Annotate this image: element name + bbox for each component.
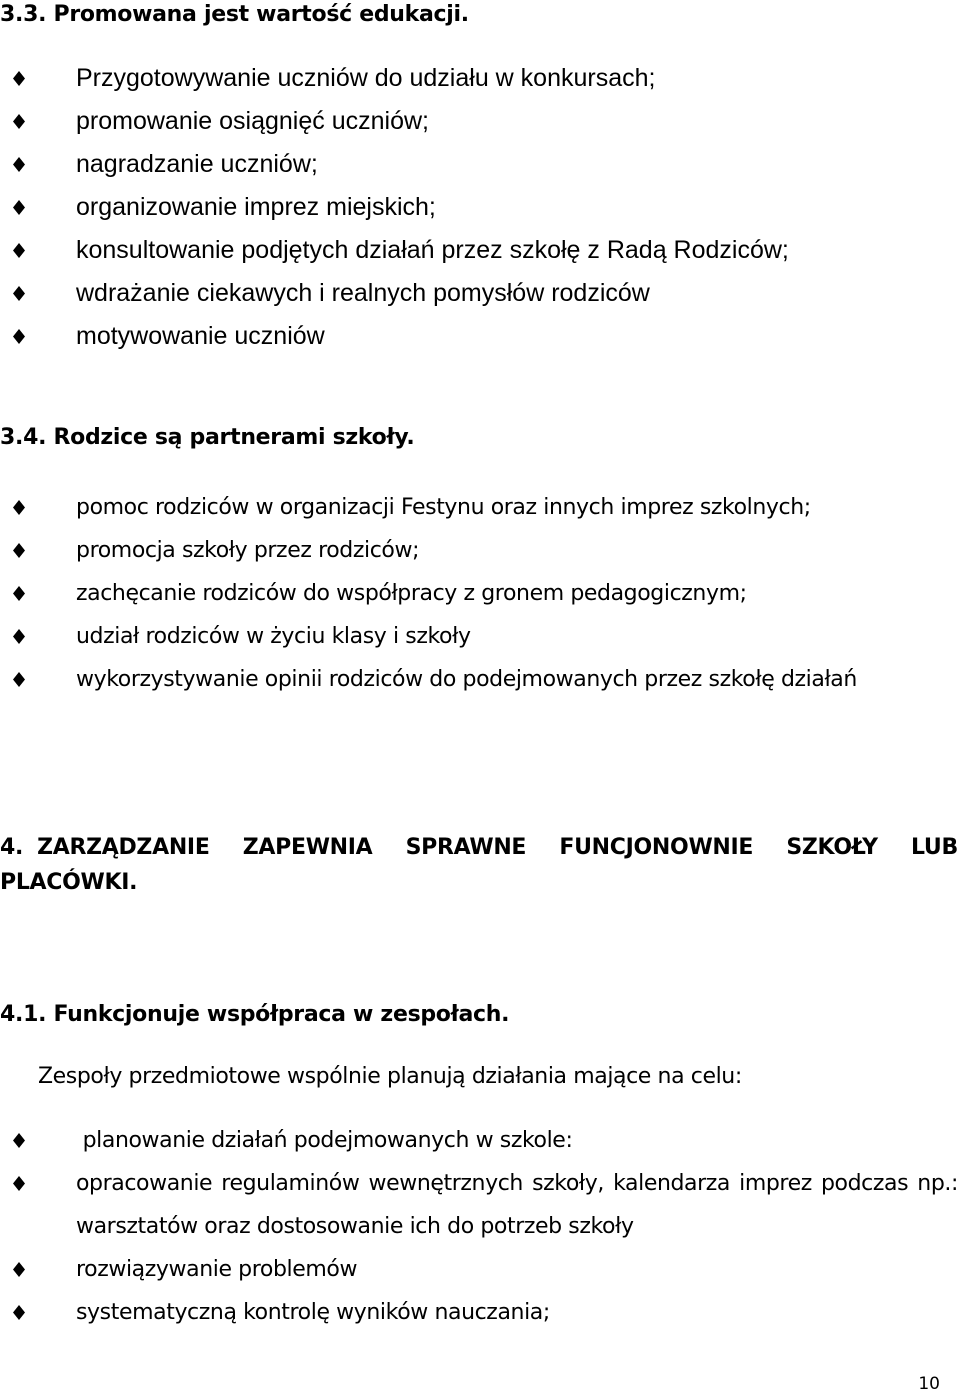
list-item-text: wdrażanie ciekawych i realnych pomysłów rodziców xyxy=(76,279,650,307)
list-item-text: udział rodziców w życiu klasy i szkoły xyxy=(76,624,471,649)
list-item-text: systematyczną kontrolę wyników nauczania; xyxy=(76,1300,550,1325)
section-3-4-list xyxy=(0,486,960,701)
list-item xyxy=(0,658,958,701)
list-item xyxy=(0,1248,960,1291)
section-4-1-intro: Zespoły przedmiotowe wspólnie planują działania mające na celu: xyxy=(38,1064,742,1089)
list-item xyxy=(0,615,960,658)
section-3-3-heading: 3.3. Promowana jest wartość edukacji. xyxy=(0,2,469,27)
list-item xyxy=(0,272,960,315)
diamond-bullet-icon xyxy=(12,1119,26,1145)
section-3-3-list xyxy=(0,57,960,358)
diamond-bullet-icon xyxy=(12,229,26,255)
list-item-text: organizowanie imprez miejskich; xyxy=(76,193,436,221)
diamond-bullet-icon xyxy=(12,1248,26,1274)
list-item xyxy=(0,1291,960,1334)
page-number: 10 xyxy=(918,1374,940,1394)
diamond-bullet-icon xyxy=(12,658,26,684)
diamond-bullet-icon xyxy=(12,315,26,341)
diamond-bullet-icon xyxy=(12,486,26,512)
list-item-text: zachęcanie rodziców do współpracy z gronem pedagogicznym; xyxy=(76,581,747,606)
diamond-bullet-icon xyxy=(12,615,26,641)
list-item-text: konsultowanie podjętych działań przez szkołę z Radą Rodziców; xyxy=(76,236,789,264)
list-item-text: wykorzystywanie opinii rodziców do podejmowanych przez szkołę działań xyxy=(76,667,857,692)
list-item xyxy=(0,186,960,229)
list-item-text: Przygotowywanie uczniów do udziału w konkursach; xyxy=(76,64,656,92)
heading-word: ZARZĄDZANIE xyxy=(37,835,210,860)
diamond-bullet-icon xyxy=(12,143,26,169)
list-item xyxy=(0,100,960,143)
list-item-text: rozwiązywanie problemów xyxy=(76,1257,358,1282)
heading-word: LUB xyxy=(910,835,958,860)
heading-word: SZKOŁY xyxy=(786,835,878,860)
list-item-text: promowanie osiągnięć uczniów; xyxy=(76,107,429,135)
section-4-heading-line2: PLACÓWKI. xyxy=(0,870,138,895)
diamond-bullet-icon xyxy=(12,272,26,298)
list-item xyxy=(0,529,960,572)
heading-word: FUNCJONOWNIE xyxy=(559,835,754,860)
list-item xyxy=(0,486,960,529)
list-item xyxy=(0,1119,960,1162)
diamond-bullet-icon xyxy=(12,572,26,598)
list-item xyxy=(0,315,960,358)
diamond-bullet-icon xyxy=(12,186,26,212)
diamond-bullet-icon xyxy=(12,1291,26,1317)
list-item xyxy=(0,572,960,615)
heading-word: ZAPEWNIA xyxy=(242,835,373,860)
list-item-text: opracowanie regulaminów wewnętrznych szkoły, kalendarza imprez podczas np.: warsztatów oraz dostosowanie ich do potrzeb szkoły xyxy=(76,1171,958,1239)
list-item-text: motywowanie uczniów xyxy=(76,322,325,350)
diamond-bullet-icon xyxy=(12,529,26,555)
heading-word: SPRAWNE xyxy=(405,835,527,860)
section-3-4-heading: 3.4. Rodzice są partnerami szkoły. xyxy=(0,425,415,450)
diamond-bullet-icon xyxy=(12,1162,26,1188)
list-item-text: promocja szkoły przez rodziców; xyxy=(76,538,420,563)
list-item xyxy=(0,229,960,272)
heading-word: 4. xyxy=(0,835,24,860)
section-4-1-heading: 4.1. Funkcjonuje współpraca w zespołach. xyxy=(0,1002,510,1027)
section-4-1-list xyxy=(0,1119,960,1334)
list-item xyxy=(0,143,960,186)
diamond-bullet-icon xyxy=(12,57,26,83)
list-item xyxy=(0,57,960,100)
list-item-text: planowanie działań podejmowanych w szkole: xyxy=(76,1128,573,1153)
section-4-heading xyxy=(0,830,958,900)
list-item xyxy=(0,1162,958,1248)
list-item-text: nagradzanie uczniów; xyxy=(76,150,318,178)
list-item-text: pomoc rodziców w organizacji Festynu oraz innych imprez szkolnych; xyxy=(76,495,811,520)
section-4-heading-line1 xyxy=(0,830,958,865)
diamond-bullet-icon xyxy=(12,100,26,126)
